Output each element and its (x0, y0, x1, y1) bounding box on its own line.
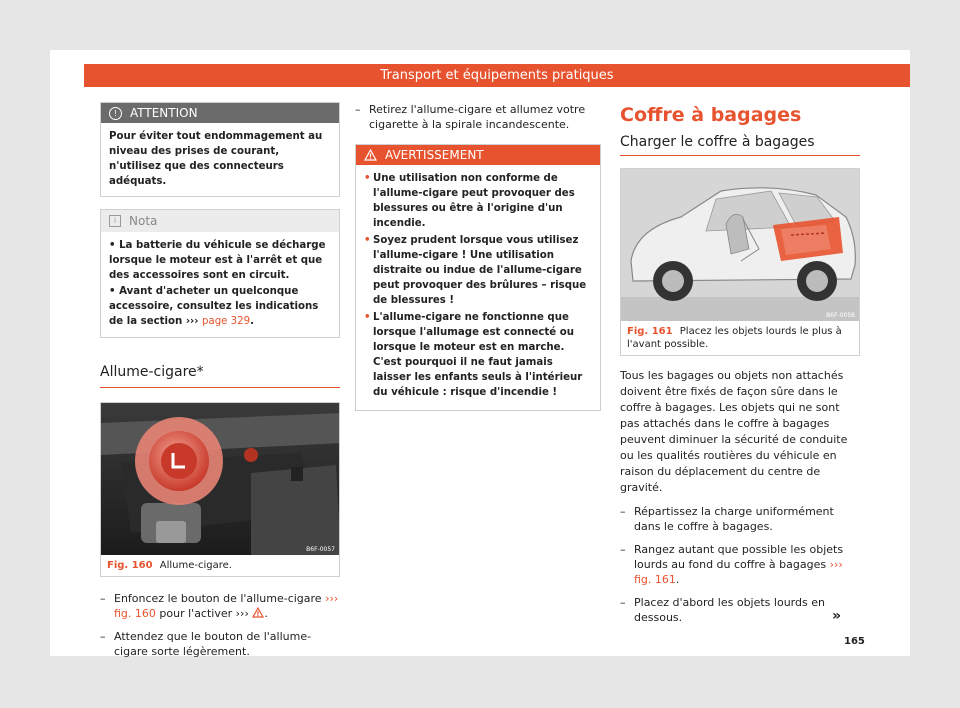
ref-arrow: ››› (325, 592, 339, 605)
figure-code: B6F-0058 (826, 312, 855, 319)
step-item: – Placez d'abord les objets lourds en dessous. (620, 596, 825, 624)
step-item: – Rangez autant que possible les objets lourds au fond du coffre à bagages ››› fig. 161. (620, 543, 844, 586)
warning-box (355, 144, 601, 411)
step-text: Rangez autant que possible les objets lourds au fond du coffre à bagages (634, 543, 844, 571)
subsection-heading: Charger le coffre à bagages (620, 134, 860, 156)
luggage-steps (620, 504, 860, 625)
ref-arrow: ››› (829, 558, 843, 571)
figure-number: Fig. 160 (107, 560, 153, 571)
exclamation-circle-icon: ! (109, 107, 122, 120)
warning-bullet: • Une utilisation non conforme de l'allume-cigare peut provoquer des blessures ou être à l'origine d'un incendie. (364, 173, 575, 229)
figure-caption-text: Placez les objets lourds le plus à l'avant possible. (627, 326, 842, 350)
step-text: Placez d'abord les objets lourds en dessous. (634, 596, 825, 624)
nota-body (101, 232, 339, 337)
step-text: Attendez que le bouton de l'allume-cigare sorte légèrement. (114, 630, 312, 658)
chapter-header (84, 64, 910, 87)
body-paragraph: Tous les bagages ou objets non attachés doivent être fixés de façon sûre dans le coffre à bagages. Les objets qui ne sont pas attachés dans le coffre à bagages peuvent diminuer la sécurité de conduite ou les qualités routières du véhicule en raison du déplacement du centre de gravité. (620, 369, 848, 494)
luggage-illustration (621, 169, 859, 321)
section-heading-coffre: Coffre à bagages (620, 104, 802, 126)
continue-marker: » (832, 608, 842, 624)
attention-header (101, 103, 339, 123)
warning-header (356, 145, 600, 165)
step-item: – Retirez l'allume-cigare et allumez votre cigarette à la spirale incandescente. (355, 103, 586, 131)
warning-bullet-text: L'allume-cigare ne fonctionne que lorsque l'allumage est connecté ou lorsque le moteur est en marche. C'est pourquoi il ne faut jamais laisser les enfants seuls à l'intérieur du véhicule : risque d'incendie ! (373, 312, 583, 398)
nota-bullet-end: . (250, 316, 255, 327)
ref-arrow: ››› (235, 607, 249, 620)
info-icon: i (109, 215, 121, 227)
nota-bullet: • Avant d'acheter un quelconque accessoire, consultez les indications de la section ››› page 329. (109, 286, 319, 327)
step-end: . (675, 573, 680, 586)
warning-body (356, 165, 600, 410)
figure-link[interactable]: fig. 160 (114, 607, 156, 620)
warning-triangle-icon[interactable] (252, 607, 264, 618)
nota-header (101, 210, 339, 232)
attention-title: ATTENTION (130, 106, 198, 120)
warning-bullet-text: Soyez prudent lorsque vous utilisez l'allume-cigare ! Une utilisation distraite ou indue de l'allume-cigare peut provoquer des brûlures – risque de blessures ! (373, 235, 587, 306)
attention-text: Pour éviter tout endommagement au niveau des prises de courant, n'utilisez que des connecteurs adéquats. (109, 131, 323, 187)
column-left (100, 102, 340, 667)
attention-box (100, 102, 340, 197)
warning-title: AVERTISSEMENT (385, 148, 484, 162)
nota-title: Nota (129, 214, 158, 228)
figure-161 (620, 168, 860, 356)
page-number: 165 (844, 636, 865, 647)
nota-bullet-text: Avant d'acheter un quelconque accessoire, consultez les indications de la section (109, 286, 319, 327)
lighter-steps (100, 591, 340, 659)
warning-triangle-icon (364, 149, 377, 161)
step-text: Enfoncez le bouton de l'allume-cigare (114, 592, 322, 605)
figure-caption (101, 555, 339, 576)
figure-code: B6F-0057 (306, 546, 335, 553)
nota-bullet: • La batterie du véhicule se décharge lorsque le moteur est à l'arrêt et que des accessoires sont en circuit. (109, 240, 326, 281)
figure-160 (100, 402, 340, 577)
chapter-title: Transport et équipements pratiques (380, 68, 614, 83)
step-item: – Répartissez la charge uniformément dans le coffre à bagages. (620, 505, 834, 533)
warning-bullet: • L'allume-cigare ne fonctionne que lorsque l'allumage est connecté ou lorsque le moteur est en marche. C'est pourquoi il ne faut jamais laisser les enfants seuls à l'intérieur du véhicule : risque d'incendie ! (364, 312, 583, 398)
step-text: Retirez l'allume-cigare et allumez votre cigarette à la spirale incandescente. (369, 103, 586, 131)
figure-link[interactable]: fig. 161 (634, 573, 676, 586)
nota-ref-arrow: ››› (185, 316, 199, 327)
step-text: Répartissez la charge uniformément dans le coffre à bagages. (634, 505, 834, 533)
figure-number: Fig. 161 (627, 326, 673, 337)
section-heading-allume-cigare: Allume-cigare* (100, 364, 340, 388)
cigarette-lighter-illustration (101, 403, 339, 555)
step-item: – Enfoncez le bouton de l'allume-cigare ››› fig. 160 pour l'activer ››› . (100, 592, 339, 620)
nota-box (100, 209, 340, 338)
car-luggage-image (621, 169, 859, 321)
step-item: – Attendez que le bouton de l'allume-cigare sorte légèrement. (100, 630, 312, 658)
nota-bullet-text: La batterie du véhicule se décharge lorsque le moteur est à l'arrêt et que des accessoires sont en circuit. (109, 240, 326, 281)
figure-caption-text: Allume-cigare. (159, 560, 232, 571)
manual-page (50, 50, 910, 656)
warning-bullet: • Soyez prudent lorsque vous utilisez l'allume-cigare ! Une utilisation distraite ou indue de l'allume-cigare peut provoquer des brûlures – risque de blessures ! (364, 235, 587, 306)
figure-caption (621, 321, 859, 355)
lighter-steps-cont (355, 102, 601, 132)
step-text: pour l'activer (159, 607, 233, 620)
cigarette-lighter-image (101, 403, 339, 555)
column-right (620, 102, 860, 633)
warning-bullet-text: Une utilisation non conforme de l'allume-cigare peut provoquer des blessures ou être à l'origine d'un incendie. (373, 173, 575, 229)
column-middle (355, 102, 601, 411)
step-end: . (264, 607, 268, 620)
nota-page-link[interactable]: page 329 (202, 316, 251, 327)
